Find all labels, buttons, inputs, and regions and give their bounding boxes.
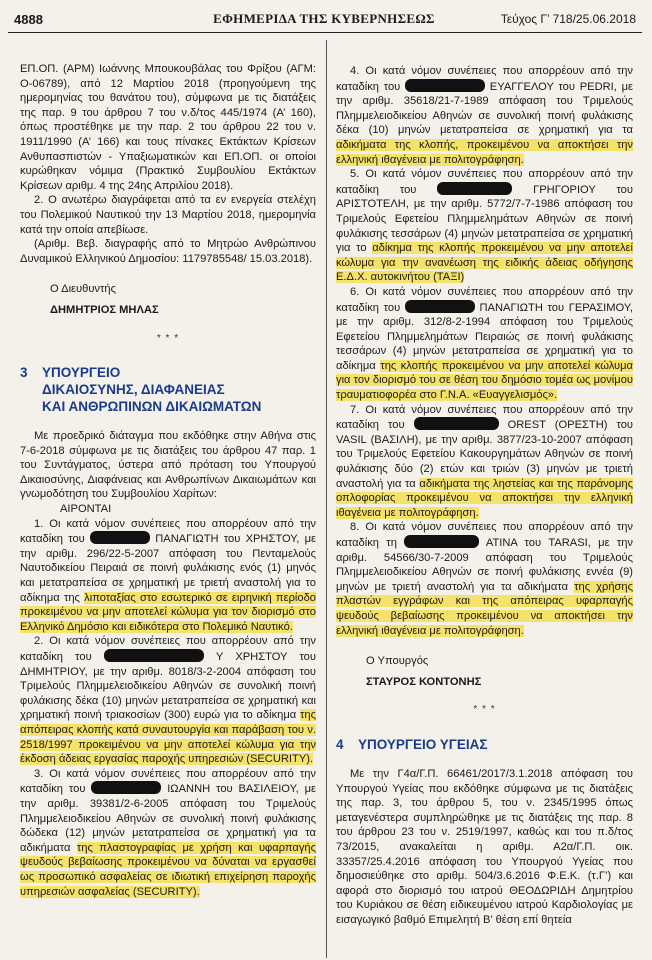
signature-role: Ο Υπουργός	[366, 655, 429, 668]
decree-intro: Με προεδρικό διάταγμα που εκδόθηκε στην Αθήνα στις 7-6-2018 σύμφωνα με τις διατάξεις του άρθρου 47 παρ. 1 του Συντάγματος, ύστερα από πρόταση του Υπουργού Δικαιοσύνης, Διαφάνειας και Ανθρωπίνων Δικαιωμάτων και γνωμοδότηση του Συμβουλίου Χαρίτων:	[20, 430, 316, 501]
item-text: Υ ΧΡΗΣΤΟΥ του ΔΗΜΗΤΡΙΟΥ, με την αριθμ. 8018/3-2-2004 απόφαση του Τριμελούς Πλημμελειοδικείου Αθηνών σε συνολική ποινή φυλάκισης δέκα (10) μηνών μετατραπείσα σε χρηματική και χρηματική ποινή τριακοσίων (300) ευρώ για το αδίκημα	[20, 651, 316, 722]
highlighted-text: της πλαστογραφίας με χρήση και υφαρπαγής ψευδούς βεβαίωσης προκειμένου να δύναται να εργασθεί ως προσωπικό ασφαλείας σε ιδιωτική επιχείρηση παροχής υπηρεσιών ασφαλείας (SECURITY).	[20, 841, 316, 898]
list-item	[336, 167, 633, 285]
item-text: ΑΤΙΝΑ του TARASI, με την αριθμ. 54566/30-7-2009 απόφαση του Τριμελούς Πλημμελειοδικείου Αθηνών σε ποινή φυλάκισης εννέα (9) μηνών με τριετή αναστολή για τα αδικήματα	[336, 537, 633, 593]
right-column	[336, 64, 633, 927]
separator: * * *	[156, 332, 180, 344]
paragraph: Με την Γ4α/Γ.Π. 66461/2017/3.1.2018 απόφαση του Υπουργού Υγείας που εκδόθηκε σύμφωνα με τις διατάξεις της παρ. 3, του άρθρου 5, του ν. 2345/1995 όπως μεταγενέστερα συμπληρώθηκε με τις διατάξεις της παρ. 8 του άρθρου 23 του ν. 2519/1997, καθώς και του π.δ/τος 73/2015, ανακαλείται η αριθμ. Α2α/Γ.Π. οικ. 33357/25.4.2016 απόφαση του Υπουργού Υγείας που δημοσιεύθηκε στο αριθμ. 504/3.6.2016 Φ.Ε.Κ. (τ.Γ’) και αφορά στο διορισμό του ιατρού ΘΕΟΔΩΡΙΔΗ Δημητρίου του Κυριάκου σε θέση ειδικευμένου ιατρού Καρδιολογίας με εισαγωγικό βαθμό Επιμελητή Β’ θέση επί θητεία	[336, 767, 633, 926]
section-number: 3	[20, 365, 28, 381]
gazette-title: ΕΦΗΜΕΡΙΔΑ ΤΗΣ ΚΥΒΕΡΝΗΣΕΩΣ	[213, 11, 435, 26]
section-title-line: ΥΠΟΥΡΓΕΙΟ	[42, 365, 121, 381]
item-text: ΕΥΑΓΓΕΛΟΥ του PEDRI, με την αριθμ. 35618/21-7-1989 απόφαση του Τριμελούς Πλημμελειοδικείου Αθηνών σε συνολική ποινή φυλάκισης δέκα (10) μηνών μετατραπείσα σε χρηματική για τα	[336, 80, 633, 137]
highlighted-text: αδικήματα της ληστείας και της παράνομης οπλοφορίας προκειμένου να αποκτήσει την ελληνική ιθαγένεια με πολιτογράφηση.	[336, 477, 633, 519]
paragraph: (Αριθμ. Βεβ. διαγραφής από το Μητρώο Ανθρώπινου Δυναμικού Ελληνικού Δημοσίου: 1179785548/ 15.03.2018).	[20, 238, 316, 265]
list-item	[336, 520, 633, 638]
redaction-mark	[414, 417, 499, 430]
left-column	[20, 62, 316, 899]
item-text: 5. Οι κατά νόμον συνέπειες που απορρέουν από την καταδίκη του	[336, 168, 633, 196]
item-text: ΠΑΝΑΓΙΩΤΗ του ΧΡΗΣΤΟΥ, με την αριθμ. 296/22-5-2007 απόφαση του Πενταμελούς Ναυτοδικείου Πειραιά σε ποινή φυλάκισης ενός (1) μηνός και μετατραπείσα σε χρηματική με τριετή αναστολή για το αδίκημα της	[20, 533, 316, 604]
section-number: 4	[336, 736, 344, 752]
item-text: ΓΡΗΓΟΡΙΟΥ του ΑΡΙΣΤΟΤΕΛΗ, με την αριθμ. 5772/7-7-1986 απόφαση του Τριμελούς Εφετείου Πλημμελημάτων Αθηνών σε ποινή φυλάκισης τεσσάρων (4) μηνών μετατραπείσα σε χρηματική για το	[336, 183, 633, 255]
item-text: ΠΑΝΑΓΙΩΤΗ του ΓΕΡΑΣΙΜΟΥ, με την αριθμ. 312/8-2-1994 απόφαση του Τριμελούς Εφετείου Πλημμελημάτων Πειραιώς σε ποινή φυλάκισης τεσσάρων (4) μηνών μετατραπείσα σε χρηματική για το αδίκημα	[336, 301, 633, 372]
section-heading	[336, 736, 633, 753]
redaction-mark	[104, 649, 204, 662]
list-item	[20, 517, 316, 635]
column-divider	[326, 40, 327, 958]
redaction-mark	[90, 531, 150, 544]
section-heading	[20, 364, 316, 415]
list-item	[20, 634, 316, 766]
item-text: ΙΩΑΝΝΗ του ΒΑΣΙΛΕΙΟΥ, με την αριθμ. 39381/2-6-2005 απόφαση του Τριμελούς Πλημμελειοδικείου Αθηνών σε συνολική ποινή φυλάκισης δώδεκα (12) μηνών μετατραπείσα σε χρηματική για τα αδικήματα	[20, 783, 316, 854]
redaction-mark	[405, 300, 475, 313]
section-title-line: ΥΠΟΥΡΓΕΙΟ ΥΓΕΙΑΣ	[358, 736, 488, 752]
item-text: 2. Οι κατά νόμον συνέπειες που απορρέουν από την καταδίκη του	[20, 635, 316, 663]
page-header	[8, 8, 640, 30]
paragraph: ΕΠ.ΟΠ. (ΑΡΜ) Ιωάννης Μπουκουβάλας του Φρίξου (ΑΓΜ: Ο-06789), από 12 Μαρτίου 2018 (προηγούμενη της ημερομηνίας του θανάτου του), σύμφωνα με τις διατάξεις της παρ. 9 του άρθρου 7 του ν.δ/τος 445/1974 (Α’ 160), όπως προστέθηκε με την παρ. 2 του άρθρου 22 του ν. 1911/1990 (Α’ 166) και τους πίνακες Εκτάκτων Κρίσεων Ανθυπασπιστών - Υπαξιωματικών και ΕΠ.ΟΠ. οι οποίοι κυρώθηκαν νόμιμα (Πρακτικό Συμβουλίου Εκτάκτων Κρίσεων αριθμ. 4 της 24ης Απριλίου 2018).	[20, 63, 316, 192]
item-text: 1. Οι κατά νόμον συνέπειες που απορρέουν από την καταδίκη του	[20, 517, 316, 546]
paragraph: 2. Ο ανωτέρω διαγράφεται από τα εν ενεργεία στελέχη του Πολεμικού Ναυτικού την 13 Μαρτίου 2018, ημερομηνία κατά την οποία απεβίωσε.	[20, 194, 316, 236]
list-item	[336, 64, 633, 167]
highlighted-text: της χρήσης πλαστών εγγράφων και της απόπειρας υφαρπαγής ψευδούς βεβαίωσης προκειμένου να αποκτήσει την ελληνική ιθαγένεια με πολιτογράφηση.	[336, 580, 633, 637]
list-item	[336, 285, 633, 403]
issue-info: Τεύχος Γ’ 718/25.06.2018	[500, 12, 636, 26]
airontai-label: ΑΙΡΟΝΤΑΙ	[60, 503, 112, 516]
signature-name: ΣΤΑΥΡΟΣ ΚΟΝΤΟΝΗΣ	[366, 675, 482, 688]
highlighted-text: αδικήματα της κλοπής, προκειμένου να αποκτήσει την ελληνική ιθαγένεια με πολιτογράφηση.	[336, 138, 633, 166]
item-text: 3. Οι κατά νόμον συνέπειες που απορρέουν από την καταδίκη του	[20, 767, 316, 796]
separator: * * *	[473, 704, 496, 716]
redaction-mark	[91, 781, 161, 794]
highlighted-text: της κλοπής προκειμένου να μην αποτελεί κώλυμα για τον διορισμό του σε θέση του δημόσιο τομέα ως μονίμου τραυματιοφορέα στο Γ.Ν.Α. «Ευαγγελισμός».	[336, 359, 633, 402]
page-number: 4888	[14, 12, 43, 27]
signature-role: Ο Διευθυντής	[50, 283, 116, 296]
section-title-line: ΚΑΙ ΑΝΘΡΩΠΙΝΩΝ ΔΙΚΑΙΩΜΑΤΩΝ	[42, 399, 262, 415]
redaction-mark	[405, 79, 485, 92]
item-text: OREST (ΟΡΕΣΤΗ) του VASIL (ΒΑΣΙΛΗ), με την αριθμ. 3877/23-10-2007 απόφαση του Τριμελούς Εφετείου Κακουργημάτων Αθηνών σε ποινή φυλάκισης δύο (2) ετών και τριών (3) μηνών με τριετή αναστολή για τα	[336, 419, 633, 490]
list-item	[20, 767, 316, 899]
redaction-mark	[404, 535, 479, 548]
redaction-mark	[437, 182, 512, 195]
item-text: 4. Οι κατά νόμον συνέπειες που απορρέουν από την καταδίκη του	[336, 65, 633, 93]
highlighted-text: αδίκημα της κλοπής προκειμένου να μην αποτελεί κώλυμα για την ανανέωση της ειδικής άδειας οδήγησης Ε.Δ.Χ. αυτοκινήτου (ΤΑΞΙ)	[336, 242, 633, 284]
highlighted-text: λιποταξίας στο εσωτερικό σε ειρηνική περίοδο προκειμένου να μην αποτελεί κώλυμα για τον διορισμό στο Ελληνικό Δημόσιο και ειδικότερα στο Πολεμικό Ναυτικό.	[20, 591, 316, 633]
item-text: 6. Οι κατά νόμον συνέπειες που απορρέουν από την καταδίκη του	[336, 285, 633, 314]
header-rule	[8, 32, 642, 33]
item-text: 8. Οι κατά νόμον συνέπειες που απορρέουν από την καταδίκη τη	[336, 521, 633, 549]
signature-name: ΔΗΜΗΤΡΙΟΣ ΜΗΛΑΣ	[50, 303, 159, 316]
section-title-line: ΔΙΚΑΙΟΣΥΝΗΣ, ΔΙΑΦΑΝΕΙΑΣ	[42, 382, 225, 398]
item-text: 7. Οι κατά νόμον συνέπειες που απορρέουν από την καταδίκη του	[336, 403, 633, 432]
highlighted-text: της απόπειρας κλοπής κατά συναυτουργία και παράβαση του ν. 2518/1997 προκειμένου να μην αποτελεί κώλυμα για την έκδοση άδειας εργασίας παροχής υπηρεσιών (SECURITY).	[20, 709, 316, 766]
list-item	[336, 403, 633, 521]
